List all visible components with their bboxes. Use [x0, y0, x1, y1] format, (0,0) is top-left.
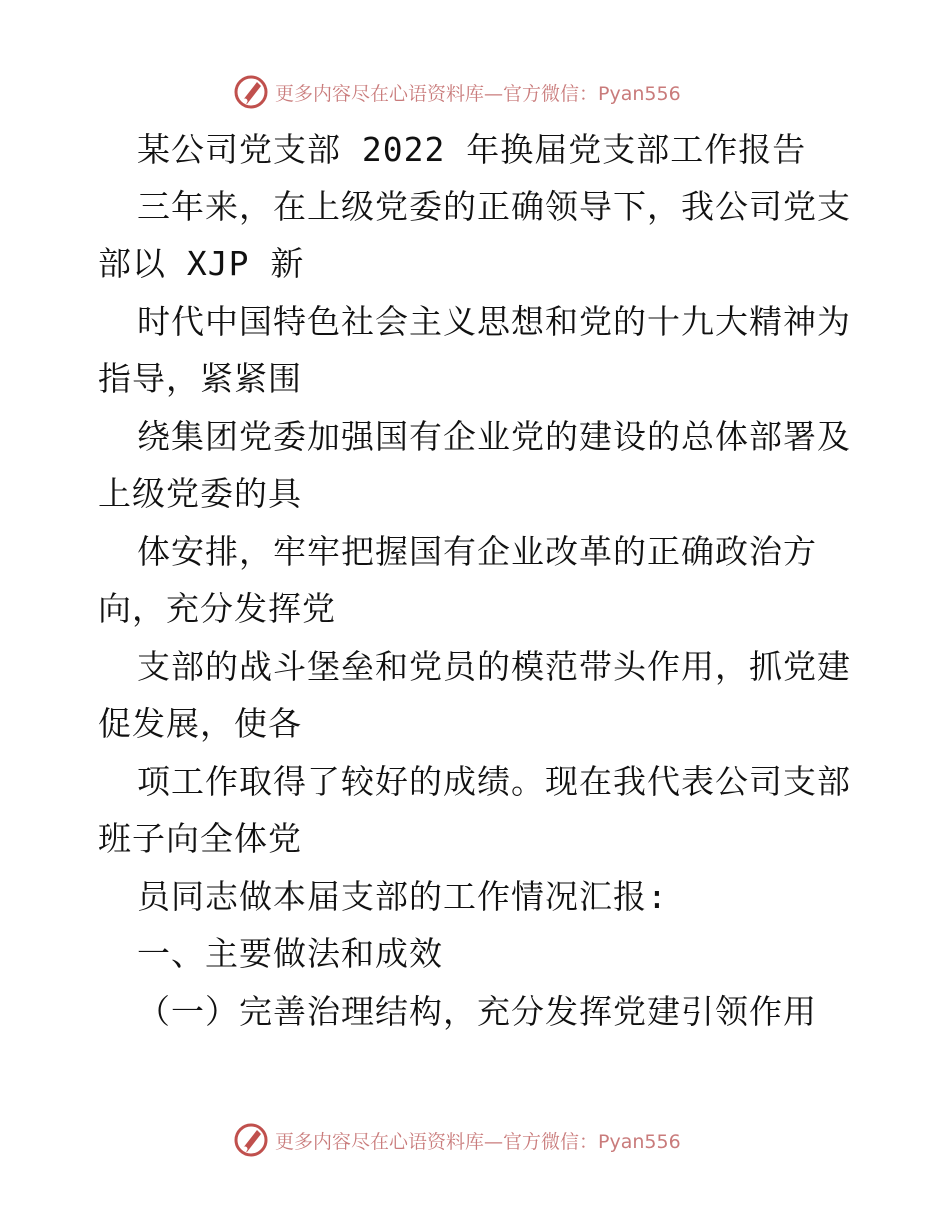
- pen-logo-icon: [233, 1122, 269, 1158]
- text-line: 促发展，使各: [98, 704, 302, 743]
- text-line: 体安排，牢牢把握国有企业改革的正确政治方: [137, 532, 817, 571]
- watermark-text: 更多内容尽在心语资料库—官方微信：Pyan556: [275, 82, 681, 105]
- watermark-id: Pyan556: [598, 1130, 681, 1153]
- text-line: 指导，紧紧围: [98, 359, 302, 398]
- text-line: 班子向全体党: [98, 819, 302, 858]
- document-title: 某公司党支部 2022 年换届党支部工作报告: [137, 130, 807, 169]
- text-line: 项工作取得了较好的成绩。现在我代表公司支部: [137, 762, 851, 801]
- subsection-heading: （一）完善治理结构，充分发挥党建引领作用: [137, 992, 817, 1031]
- text-line: 向，充分发挥党: [98, 589, 336, 628]
- section-heading: 一、主要做法和成效: [137, 934, 443, 973]
- text-line: 时代中国特色社会主义思想和党的十九大精神为: [137, 302, 851, 341]
- watermark-text: 更多内容尽在心语资料库—官方微信：Pyan556: [275, 1130, 681, 1153]
- watermark-footer: [233, 1120, 713, 1160]
- watermark-id: Pyan556: [598, 82, 681, 105]
- text-line: 三年来，在上级党委的正确领导下，我公司党支: [137, 187, 851, 226]
- text-line: 绕集团党委加强国有企业党的建设的总体部署及: [137, 417, 851, 456]
- text-line: 员同志做本届支部的工作情况汇报:: [137, 877, 668, 916]
- text-line: 支部的战斗堡垒和党员的模范带头作用，抓党建: [137, 647, 851, 686]
- text-line: 上级党委的具: [98, 474, 302, 513]
- text-line: 部以 XJP 新: [98, 244, 305, 283]
